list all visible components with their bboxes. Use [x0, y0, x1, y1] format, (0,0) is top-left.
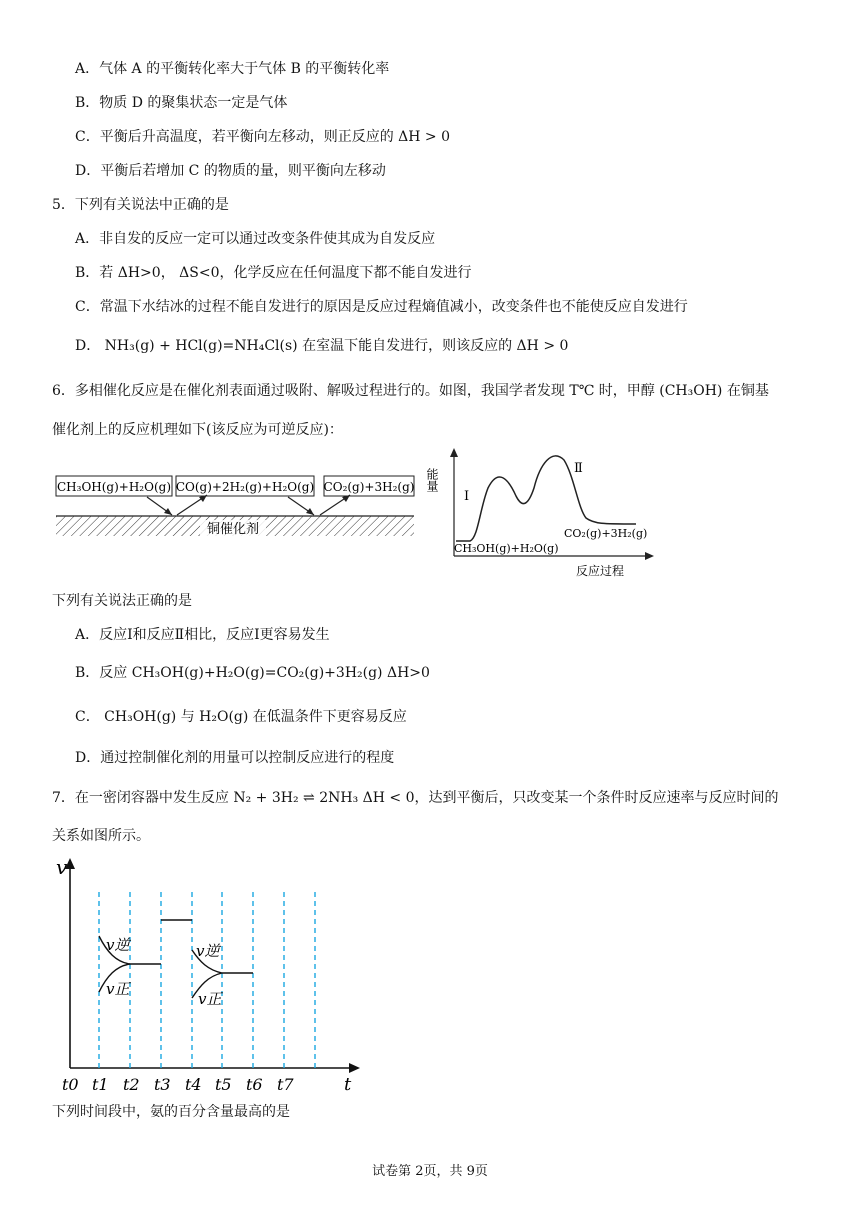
- tick-t1: t1: [92, 1075, 109, 1094]
- catalyst-mechanism-diagram: [52, 470, 422, 545]
- q6-stem-line2: 催化剂上的反应机理如下(该反应为可逆反应)：: [52, 422, 343, 438]
- energy-x-label: 反应过程: [576, 564, 625, 578]
- v-rev-label-2: v逆: [196, 942, 220, 960]
- tick-t2: t2: [123, 1075, 140, 1094]
- q6-option-c: C． CH₃OH(g) 与 H₂O(g) 在低温条件下更容易反应: [75, 709, 407, 725]
- q4-option-d: D．平衡后若增加 C 的物质的量，则平衡向左移动: [75, 163, 386, 179]
- q6-prompt: 下列有关说法正确的是: [52, 593, 192, 609]
- v-fwd-label-2: v正: [198, 990, 222, 1008]
- tick-t3: t3: [154, 1075, 171, 1094]
- rate-x-axis-label: t: [344, 1074, 352, 1095]
- q6-option-a: A．反应Ⅰ和反应Ⅱ相比，反应Ⅰ更容易发生: [75, 627, 330, 643]
- reactant-label: CH₃OH(g)+H₂O(g): [454, 542, 559, 555]
- peak-1-label: Ⅰ: [464, 489, 470, 504]
- page-footer: 试卷第 2页，共 9页: [372, 1164, 488, 1179]
- q6-option-b: B．反应 CH₃OH(g)+H₂O(g)=CO₂(g)+3H₂(g) ΔH>0: [75, 665, 430, 681]
- q7-prompt: 下列时间段中，氨的百分含量最高的是: [52, 1104, 290, 1120]
- rate-y-axis-label: v: [56, 855, 68, 879]
- v-rev-label-1: v逆: [106, 936, 130, 954]
- peak-2-label: Ⅱ: [574, 461, 583, 476]
- mechanism-box-1-label: CH₃OH(g)+H₂O(g): [56, 480, 172, 494]
- q4-option-a: A．气体 A 的平衡转化率大于气体 B 的平衡转化率: [75, 61, 390, 77]
- energy-y-axis-arrow: [450, 448, 458, 457]
- energy-x-axis-arrow: [645, 552, 654, 560]
- energy-y-label: 能量: [425, 468, 439, 492]
- q5-option-d: D． NH₃(g) + HCl(g)=NH₄Cl(s) 在室温下能自发进行，则该反应的 ΔH > 0: [75, 338, 569, 354]
- mechanism-box-3-label: CO₂(g)+3H₂(g): [323, 480, 415, 494]
- q5-option-a: A．非自发的反应一定可以通过改变条件使其成为自发反应: [75, 231, 436, 247]
- q6-stem-line1: 6．多相催化反应是在催化剂表面通过吸附、解吸过程进行的。如图，我国学者发现 T℃ 时，甲醇 (CH₃OH) 在铜基: [52, 383, 769, 399]
- q4-option-c: C．平衡后升高温度，若平衡向左移动，则正反应的 ΔH > 0: [75, 129, 451, 145]
- arrow-1-head: [164, 508, 172, 515]
- product-label: CO₂(g)+3H₂(g): [564, 527, 648, 540]
- tick-t7: t7: [277, 1075, 294, 1094]
- tick-t5: t5: [215, 1075, 232, 1094]
- v-fwd-label-1: v正: [106, 980, 130, 998]
- catalyst-label: 铜催化剂: [206, 522, 260, 537]
- q7-stem-line2: 关系如图所示。: [52, 828, 150, 844]
- rate-x-axis-arrow: [349, 1063, 360, 1073]
- energy-profile-chart: [425, 448, 658, 580]
- q4-option-b: B．物质 D 的聚集状态一定是气体: [75, 95, 288, 111]
- q6-option-d: D．通过控制催化剂的用量可以控制反应进行的程度: [75, 750, 395, 766]
- rate-time-graph: [52, 852, 362, 1098]
- q7-stem-line1: 7．在一密闭容器中发生反应 N₂ + 3H₂ ⇌ 2NH₃ ΔH < 0，达到平衡后，只改变某一个条件时反应速率与反应时间的: [52, 790, 779, 806]
- q5-option-c: C．常温下水结冰的过程不能自发进行的原因是反应过程熵值减小，改变条件也不能使反应自发进行: [75, 299, 688, 315]
- q5-option-b: B．若 ΔH>0， ΔS<0，化学反应在任何温度下都不能自发进行: [75, 265, 472, 281]
- mechanism-box-2-label: CO(g)+2H₂(g)+H₂O(g): [175, 480, 315, 494]
- tick-t0: t0: [62, 1075, 79, 1094]
- q5-stem: 5．下列有关说法中正确的是: [52, 197, 229, 213]
- tick-t4: t4: [185, 1075, 202, 1094]
- arrow-3-head: [306, 508, 314, 515]
- tick-t6: t6: [246, 1075, 263, 1094]
